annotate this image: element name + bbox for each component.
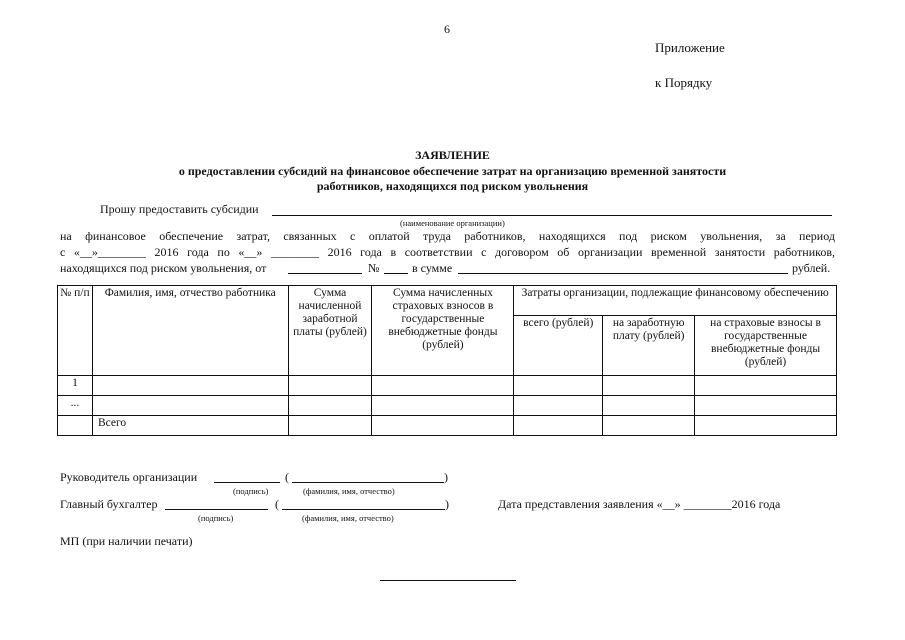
request-line-3: с «__»________ 2016 года по «__» ________ 2016 года в соответствии с договором об организации временной занятости работников, xyxy=(60,245,835,259)
submission-date: Дата представления заявления «__» ________2016 года xyxy=(498,497,781,511)
table-cell xyxy=(695,376,837,396)
appendix-label: Приложение xyxy=(655,40,725,55)
header-costs: Затраты организации, подлежащие финансовому обеспечению xyxy=(514,286,837,316)
header-number: № п/п xyxy=(58,286,93,376)
header-name: Фамилия, имя, отчество работника xyxy=(92,286,288,376)
head-fio-line xyxy=(292,482,444,483)
table-cell xyxy=(514,396,603,416)
amount-line xyxy=(458,273,788,274)
table-cell xyxy=(372,416,514,436)
request-line-4a: находящихся под риском увольнения, от xyxy=(60,261,267,275)
table-cell xyxy=(514,416,603,436)
head-paren-open: ( xyxy=(285,470,289,484)
contract-number-line xyxy=(384,273,408,274)
table-cell xyxy=(603,416,695,436)
accountant-sign-hint: (подпись) xyxy=(198,513,234,523)
table-cell xyxy=(514,376,603,396)
header-costs-wage: на заработную плату (рублей) xyxy=(603,316,695,376)
accountant-paren-close: ) xyxy=(445,497,449,511)
total-label: Всего xyxy=(92,416,288,436)
page-number: 6 xyxy=(444,22,450,36)
document-title: ЗАЯВЛЕНИЕ xyxy=(415,148,490,162)
contract-date-line xyxy=(288,273,362,274)
header-insurance: Сумма начисленных страховых взносов в государственные внебюджетные фонды (рублей) xyxy=(372,286,514,376)
document-subtitle-1: о предоставлении субсидий на финансовое обеспечение затрат на организацию временной занятости xyxy=(178,164,727,178)
head-label: Руководитель организации xyxy=(60,470,198,484)
table-cell xyxy=(372,376,514,396)
table-cell xyxy=(288,416,372,436)
footer-rule xyxy=(380,580,516,581)
row-number: ... xyxy=(58,396,93,416)
table-cell xyxy=(288,396,372,416)
org-name-line xyxy=(272,215,832,216)
appendix-order: к Порядку xyxy=(655,75,713,90)
accountant-paren-open: ( xyxy=(275,497,279,511)
head-sign-hint: (подпись) xyxy=(233,486,269,496)
table-row xyxy=(58,376,837,396)
table-cell xyxy=(92,396,288,416)
table-cell xyxy=(372,396,514,416)
head-fio-hint: (фамилия, имя, отчество) xyxy=(303,486,395,496)
request-line-4c: в сумме xyxy=(412,261,453,275)
header-salary: Сумма начисленной заработной платы (рублей) xyxy=(288,286,372,376)
request-line-4d: рублей. xyxy=(792,261,831,275)
request-intro: Прошу предоставить субсидии xyxy=(100,202,259,216)
header-costs-total: всего (рублей) xyxy=(514,316,603,376)
accountant-fio-hint: (фамилия, имя, отчество) xyxy=(302,513,394,523)
accountant-label: Главный бухгалтер xyxy=(60,497,158,511)
accountant-fio-line xyxy=(282,509,445,510)
table-row xyxy=(58,396,837,416)
table-cell xyxy=(92,376,288,396)
request-line-4b: № xyxy=(368,261,380,275)
org-name-hint: (наименование организации) xyxy=(400,218,505,228)
table-cell xyxy=(695,396,837,416)
table-cell xyxy=(288,376,372,396)
request-line-2: на финансовое обеспечение затрат, связанных с оплатой труда работников, находящихся под риском увольнения, за период xyxy=(60,229,835,243)
table-cell xyxy=(695,416,837,436)
header-costs-funds: на страховые взносы в государственные внебюджетные фонды (рублей) xyxy=(695,316,837,376)
row-number: 1 xyxy=(58,376,93,396)
table-cell xyxy=(603,396,695,416)
employees-table xyxy=(57,285,837,436)
stamp-note: МП (при наличии печати) xyxy=(60,534,193,548)
head-paren-close: ) xyxy=(444,470,448,484)
document-subtitle-2: работников, находящихся под риском увольнения xyxy=(316,179,589,193)
head-sign-line xyxy=(214,482,280,483)
table-total-row xyxy=(58,416,837,436)
table-cell xyxy=(603,376,695,396)
accountant-sign-line xyxy=(165,509,268,510)
table-cell xyxy=(58,416,93,436)
